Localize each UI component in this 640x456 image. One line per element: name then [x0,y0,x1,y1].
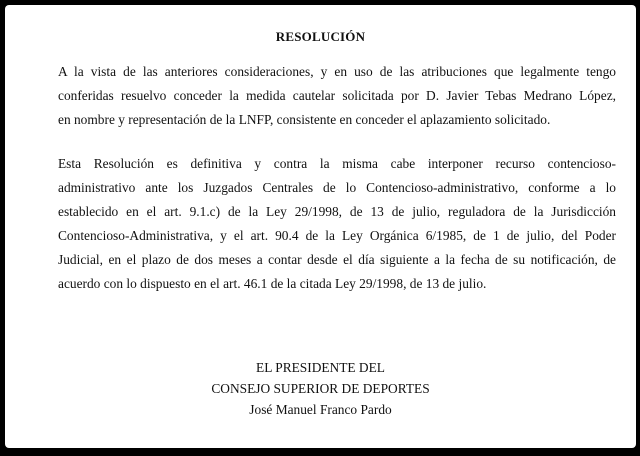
paragraph-line: Contencioso-Administrativa, y el art. 90.4 de la Ley Orgánica 6/1985, de 1 de julio, del Poder [58,228,616,243]
paragraph-line: Judicial, en el plazo de dos meses a contar desde el día siguiente a la fecha de su notificación, de [58,252,616,267]
document-title: RESOLUCIÓN [275,29,366,44]
paragraph-line: administrativo ante los Juzgados Centrales de lo Contencioso-administrativo, conforme a lo [58,180,616,195]
paragraph-line: conferidas resuelvo conceder la medida cautelar solicitada por D. Javier Tebas Medrano López, [58,88,616,103]
signature-title-line2: CONSEJO SUPERIOR DE DEPORTES [211,381,430,396]
signature-name: José Manuel Franco Pardo [249,402,392,417]
signature-block [5,357,636,420]
paragraph-line: en nombre y representación de la LNFP, consistente en conceder el aplazamiento solicitado. [58,112,551,127]
paragraph-appeal [58,152,616,296]
signature-title-line1: EL PRESIDENTE DEL [256,360,385,375]
paragraph-resolution [58,60,616,132]
paragraph-line: acuerdo con lo dispuesto en el art. 46.1 de la citada Ley 29/1998, de 13 de julio. [58,276,487,291]
paragraph-line: establecido en el art. 9.1.c) de la Ley 29/1998, de 13 de julio, reguladora de la Jurisdicción [58,204,616,219]
document-page [5,5,636,448]
paragraph-line: A la vista de las anteriores consideraciones, y en uso de las atribuciones que legalmente tengo [58,64,616,79]
paragraph-line: Esta Resolución es definitiva y contra la misma cabe interponer recurso contencioso- [58,156,616,171]
